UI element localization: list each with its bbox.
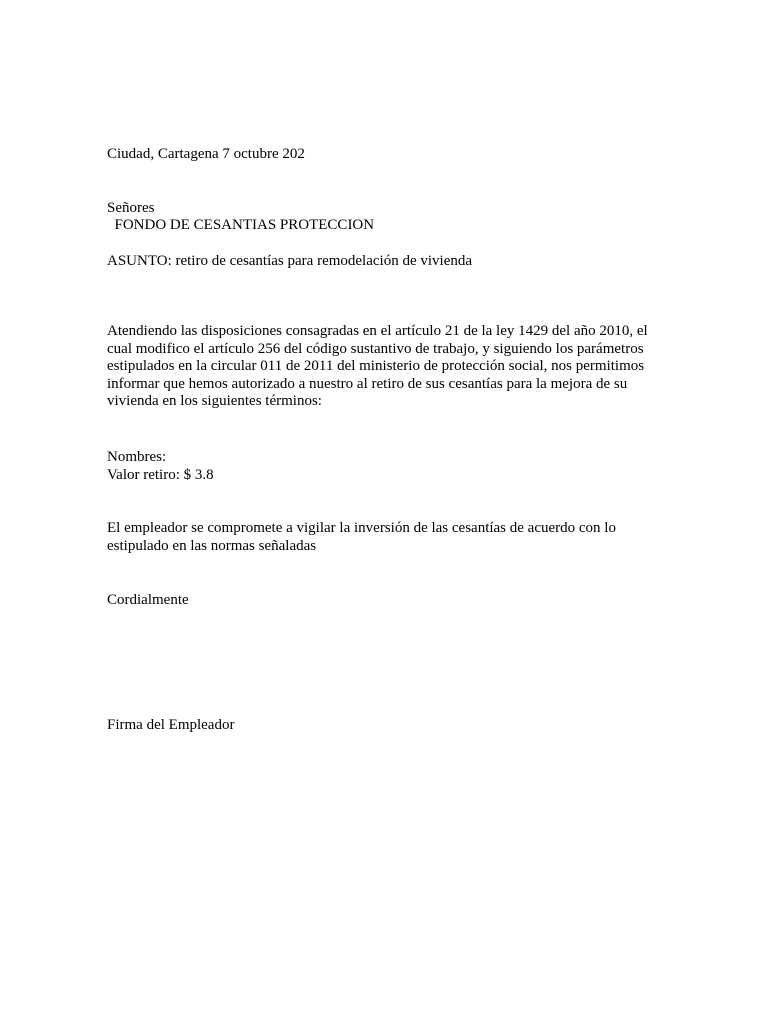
withdrawal-value: Valor retiro: $ 3.8 (107, 467, 214, 483)
salutation: Señores (107, 200, 155, 216)
signature-label: Firma del Empleador (107, 717, 235, 733)
body-line: informar que hemos autorizado a nuestro al retiro de sus cesantías para la mejora de su (107, 375, 628, 392)
names-label: Nombres: (107, 449, 167, 465)
commitment-paragraph (107, 520, 667, 555)
date-line: Ciudad, Cartagena 7 octubre 202 (107, 146, 305, 162)
body-paragraph (107, 323, 667, 411)
body-line: Atendiendo las disposiciones consagradas en el artículo 21 de la ley 1429 del año 2010, el (107, 323, 648, 339)
commitment-line: estipulado en las normas señaladas (107, 537, 317, 554)
commitment-line: El empleador se compromete a vigilar la inversión de las cesantías de acuerdo con lo (107, 520, 616, 536)
subject-line: ASUNTO: retiro de cesantías para remodelación de vivienda (107, 253, 473, 269)
recipient-name: FONDO DE CESANTIAS PROTECCION (107, 217, 375, 233)
closing: Cordialmente (107, 592, 189, 608)
body-line: vivienda en los siguientes términos: (107, 393, 322, 410)
body-line: cual modifico el artículo 256 del código sustantivo de trabajo, y siguiendo los parámetros (107, 340, 644, 357)
body-line: estipulados en la circular 011 de 2011 del ministerio de protección social, nos permitimos (107, 358, 645, 375)
